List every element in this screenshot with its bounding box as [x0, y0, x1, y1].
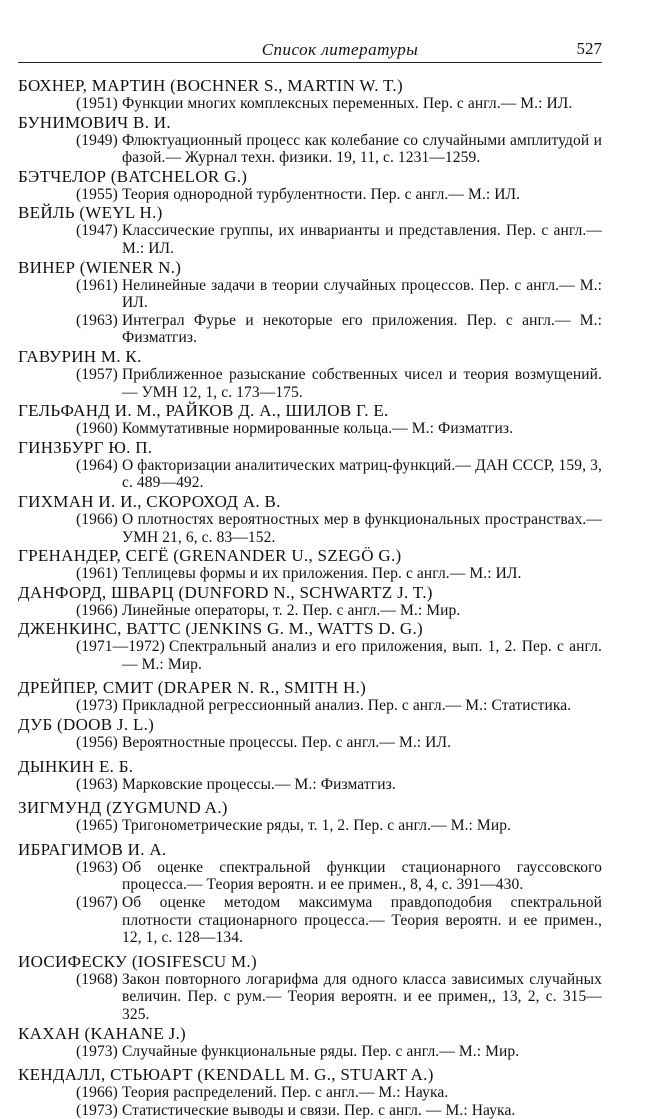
bib-entry	[18, 1065, 602, 1119]
reference-text: Классические группы, их инварианты и представления. Пер. с англ.— М.: ИЛ.	[121, 222, 602, 257]
reference-year: (1973)	[76, 1101, 118, 1119]
entry-author: ГИХМАН И. И., СКОРОХОД А. В.	[18, 491, 281, 511]
entry-reference	[18, 638, 602, 673]
reference-year: (1963)	[76, 858, 118, 876]
entry-reference	[18, 366, 602, 401]
reference-text: Статистические выводы и связи. Пер. с англ. — М.: Наука.	[121, 1101, 516, 1119]
entry-author: БУНИМОВИЧ В. И.	[18, 112, 171, 132]
reference-year: (1951)	[76, 95, 118, 112]
reference-year: (1947)	[76, 222, 118, 240]
reference-text: Линейные операторы, т. 2. Пер. с англ.— М.: Мир.	[121, 601, 461, 619]
entry-author: ВЕЙЛЬ (WEYL H.)	[18, 203, 163, 223]
entry-author: КАХАН (KAHANE J.)	[18, 1023, 187, 1043]
entry-author: ДЖЕНКИНС, ВАТТС (JENKINS G. M., WATTS D. G.)	[18, 619, 424, 639]
entry-reference	[18, 420, 602, 438]
reference-year: (1973)	[76, 1042, 118, 1060]
reference-year: (1971—1972)	[76, 638, 165, 656]
reference-text: Случайные функциональные ряды. Пер. с англ.— М.: Мир.	[121, 1042, 520, 1060]
bib-entry	[18, 347, 602, 401]
reference-text: Марковские процессы.— М.: Физматгиз.	[121, 775, 396, 793]
entry-author: БЭТЧЕЛОР (BATCHELOR G.)	[18, 166, 248, 186]
reference-text: Прикладной регрессионный анализ. Пер. с англ.— М.: Статистика.	[121, 697, 572, 715]
entry-author: БОХНЕР, МАРТИН (BOCHNER S., MARTIN W. T.)	[18, 76, 403, 95]
entry-reference	[18, 1084, 602, 1102]
reference-year: (1961)	[76, 565, 118, 583]
reference-text: Флюктуационный процесс как колебание со случайными амплитудой и фазой.— Журнал техн. физики. 19, 11, с. 1231—1259.	[121, 131, 602, 167]
bib-entry	[18, 167, 602, 204]
reference-text: Тригонометрические ряды, т. 1, 2. Пер. с англ.— М.: Мир.	[121, 817, 512, 835]
reference-text: Функции многих комплексных переменных. Пер. с англ.— М.: ИЛ.	[121, 95, 573, 112]
reference-year: (1966)	[76, 1084, 118, 1102]
entry-author: ДАНФОРД, ШВАРЦ (DUNFORD N., SCHWARTZ J. T.)	[18, 582, 433, 602]
reference-year: (1963)	[76, 775, 118, 793]
bib-entry	[18, 438, 602, 492]
reference-year: (1960)	[76, 420, 118, 438]
reference-year: (1966)	[76, 510, 118, 528]
entry-author: ЗИГМУНД (ZYGMUND A.)	[18, 798, 228, 818]
entry-author: ГИНЗБУРГ Ю. П.	[18, 437, 153, 457]
bib-entry	[18, 715, 602, 752]
entry-reference	[18, 734, 602, 752]
reference-year: (1955)	[76, 185, 118, 203]
entry-reference	[18, 95, 602, 113]
bib-entry	[18, 203, 602, 257]
entry-author: ГРЕНАНДЕР, СЕГЁ (GRENANDER U., SZEGÖ G.)	[18, 546, 402, 566]
entry-reference	[18, 312, 602, 347]
reference-year: (1956)	[76, 734, 118, 752]
running-title: Список литературы	[261, 40, 419, 59]
entry-author: ДРЕЙПЕР, СМИТ (DRAPER N. R., SMITH H.)	[18, 678, 367, 698]
entry-reference	[18, 1043, 602, 1061]
reference-year: (1964)	[76, 456, 118, 474]
entry-reference	[18, 511, 602, 546]
page-number: 527	[576, 39, 602, 58]
entry-author: ГЕЛЬФАНД И. М., РАЙКОВ Д. А., ШИЛОВ Г. Е.	[18, 401, 389, 421]
reference-year: (1957)	[76, 365, 118, 383]
bib-entry	[18, 798, 602, 835]
entry-reference	[18, 277, 602, 312]
reference-text: Нелинейные задачи в теории случайных процессов. Пер. с англ.— М.: ИЛ.	[121, 276, 602, 312]
entry-reference	[18, 817, 602, 835]
entry-reference	[18, 222, 602, 257]
reference-year: (1961)	[76, 276, 118, 294]
reference-text: О плотностях вероятностных мер в функциональных пространствах.— УМН 21, 6, с. 83—152.	[121, 510, 602, 546]
reference-year: (1965)	[76, 817, 118, 835]
reference-text: Теория распределений. Пер. с англ.— М.: Наука.	[121, 1084, 449, 1102]
entry-reference	[18, 186, 602, 204]
reference-text: Спектральный анализ и его приложения, вып. 1, 2. Пер. с англ.— М.: Мир.	[122, 638, 602, 673]
bibliography-list	[18, 76, 602, 1119]
reference-text: О факторизации аналитических матриц-функций.— ДАН СССР, 159, 3, с. 489—492.	[121, 456, 602, 492]
entry-author: ДЫНКИН Е. Б.	[18, 756, 134, 776]
reference-text: Интеграл Фурье и некоторые его приложения. Пер. с англ.— М.: Физматгиз.	[121, 311, 602, 347]
bib-entry	[18, 952, 602, 1024]
reference-year: (1966)	[76, 601, 118, 619]
entry-reference	[18, 859, 602, 894]
bib-entry	[18, 492, 602, 546]
bib-entry	[18, 583, 602, 620]
bib-entry	[18, 258, 602, 347]
bib-entry	[18, 840, 602, 947]
bib-entry	[18, 401, 602, 438]
reference-text: Об оценке методом максимума правдоподобия спектральной плотности стационарного процесса.— Теория вероятн. и ее примен., 12, 1, с. 128—134.	[121, 894, 602, 947]
entry-author: ДУБ (DOOB J. L.)	[18, 715, 155, 735]
entry-reference	[18, 894, 602, 947]
reference-text: Теплицевы формы и их приложения. Пер. с англ.— М.: ИЛ.	[121, 565, 522, 583]
bib-entry	[18, 678, 602, 715]
entry-reference	[18, 457, 602, 492]
entry-reference	[18, 132, 602, 167]
reference-text: Вероятностные процессы. Пер. с англ.— М.: ИЛ.	[121, 734, 452, 752]
bib-entry	[18, 546, 602, 583]
reference-year: (1968)	[76, 970, 118, 988]
reference-text: Закон повторного логарифма для одного класса зависимых случайных величин. Пер. с рум.— Теория вероятн. и ее примен,, 13, 2, с. 315—325.	[121, 970, 602, 1023]
bib-entry	[18, 113, 602, 167]
entry-author: ИОСИФЕСКУ (IOSIFESCU M.)	[18, 951, 257, 971]
entry-reference	[18, 776, 602, 794]
bib-entry	[18, 619, 602, 673]
entry-reference	[18, 1102, 602, 1119]
entry-reference	[18, 971, 602, 1024]
reference-year: (1963)	[76, 311, 118, 329]
entry-author: ГАВУРИН М. К.	[18, 346, 142, 366]
bib-entry	[18, 757, 602, 794]
bib-entry	[18, 76, 602, 113]
reference-text: Приближенное разыскание собственных чисел и теория возмущений.— УМН 12, 1, с. 173—175.	[121, 365, 602, 401]
entry-author: ИБРАГИМОВ И. А.	[18, 839, 167, 859]
reference-text: Коммутативные нормированные кольца.— М.: Физматгиз.	[121, 420, 514, 438]
bib-entry	[18, 1024, 602, 1061]
reference-text: Теория однородной турбулентности. Пер. с англ.— М.: ИЛ.	[121, 185, 521, 203]
entry-reference	[18, 602, 602, 620]
entry-reference	[18, 697, 602, 715]
reference-year: (1973)	[76, 697, 118, 715]
entry-reference	[18, 565, 602, 583]
page-header	[18, 38, 602, 63]
reference-year: (1967)	[76, 894, 118, 912]
reference-text: Об оценке спектральной функции стационарного гауссовского процесса.— Теория вероятн. и ее примен., 8, 4, с. 391—430.	[121, 858, 602, 894]
entry-author: ВИНЕР (WIENER N.)	[18, 257, 182, 277]
entry-author: КЕНДАЛЛ, СТЬЮАРТ (KENDALL M. G., STUART A.)	[18, 1065, 434, 1085]
reference-year: (1949)	[76, 131, 118, 149]
